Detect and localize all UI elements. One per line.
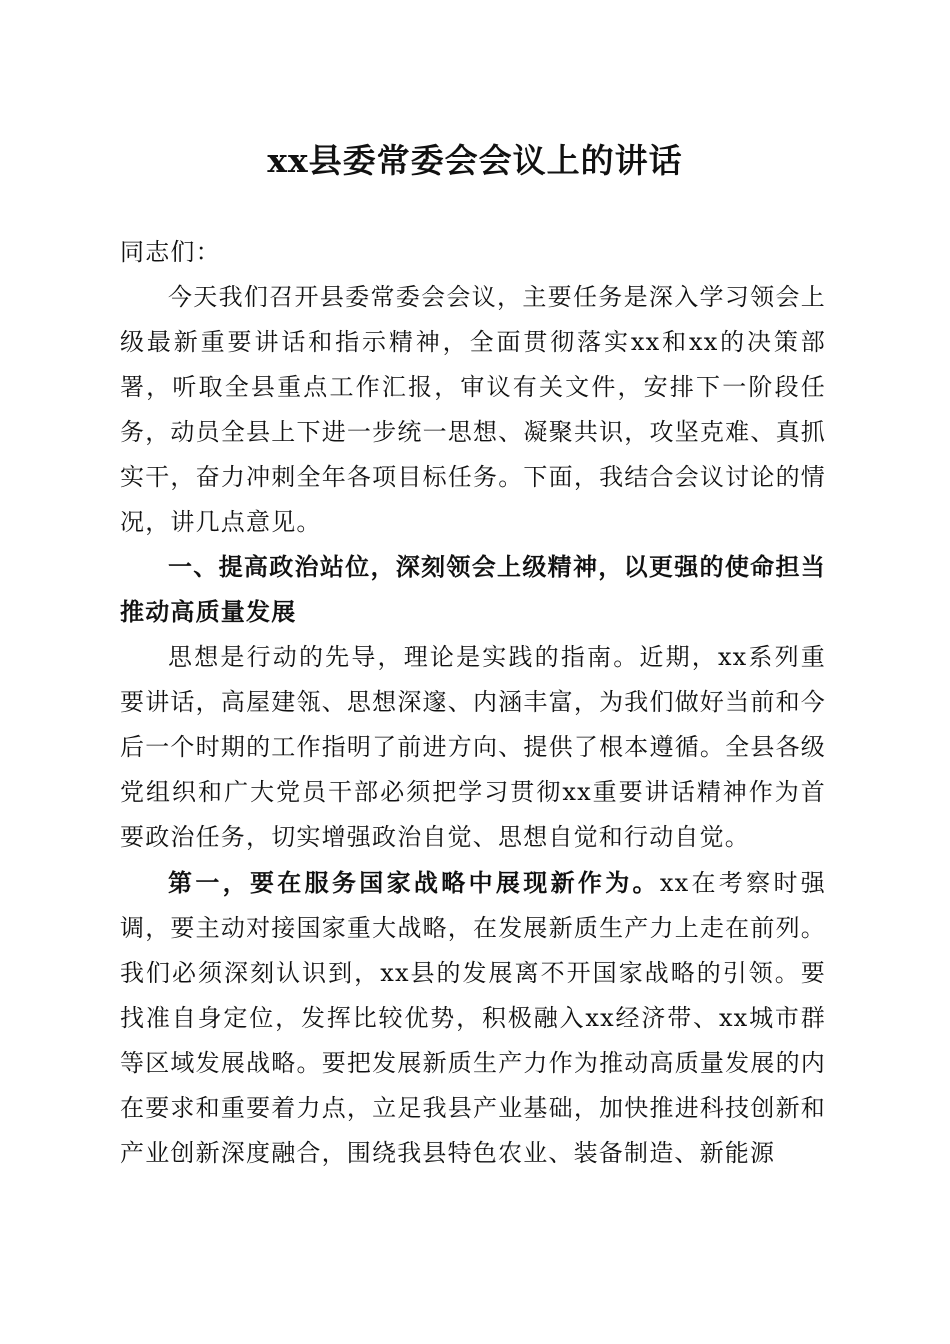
section-1-paragraph: 思想是行动的先导，理论是实践的指南。近期，xx系列重要讲话，高屋建瓴、思想深邃、内涵丰富，为我们做好当前和今后一个时期的工作指明了前进方向、提供了根本遵循。全县各级党组织和广大党员干部必须把学习贯彻xx重要讲话精神作为首要政治任务，切实增强政治自觉、思想自觉和行动自觉。 [120,643,826,851]
section-heading-1: 一、提高政治站位，深刻领会上级精神，以更强的使命担当推动高质量发展 [120,553,826,626]
intro-paragraph: 今天我们召开县委常委会会议，主要任务是深入学习领会上级最新重要讲话和指示精神，全面贯彻落实xx和xx的决策部署，听取全县重点工作汇报，审议有关文件，安排下一阶段任务，动员全县上下进一步统一思想、凝聚共识，攻坚克难、真抓实干，奋力冲刺全年各项目标任务。下面，我结合会议讨论的情况，讲几点意见。 [120,283,826,536]
document-body [120,230,826,1176]
document-title: xx县委常委会会议上的讲话 [267,141,683,180]
point-1-body: xx在考察时强调，要主动对接国家重大战略，在发展新质生产力上走在前列。我们必须深刻认识到，xx县的发展离不开国家战略的引领。要找准自身定位，发挥比较优势，积极融入xx经济带、xx城市群等区域发展战略。要把发展新质生产力作为推动高质量发展的内在要求和重要着力点，立足我县产业基础，加快推进科技创新和产业创新深度融合，围绕我县特色农业、装备制造、新能源 [120,869,826,1167]
salutation: 同志们： [120,238,221,266]
point-1-paragraph [120,860,826,1176]
point-1-lead: 第一，要在服务国家战略中展现新作为。 [168,868,660,897]
